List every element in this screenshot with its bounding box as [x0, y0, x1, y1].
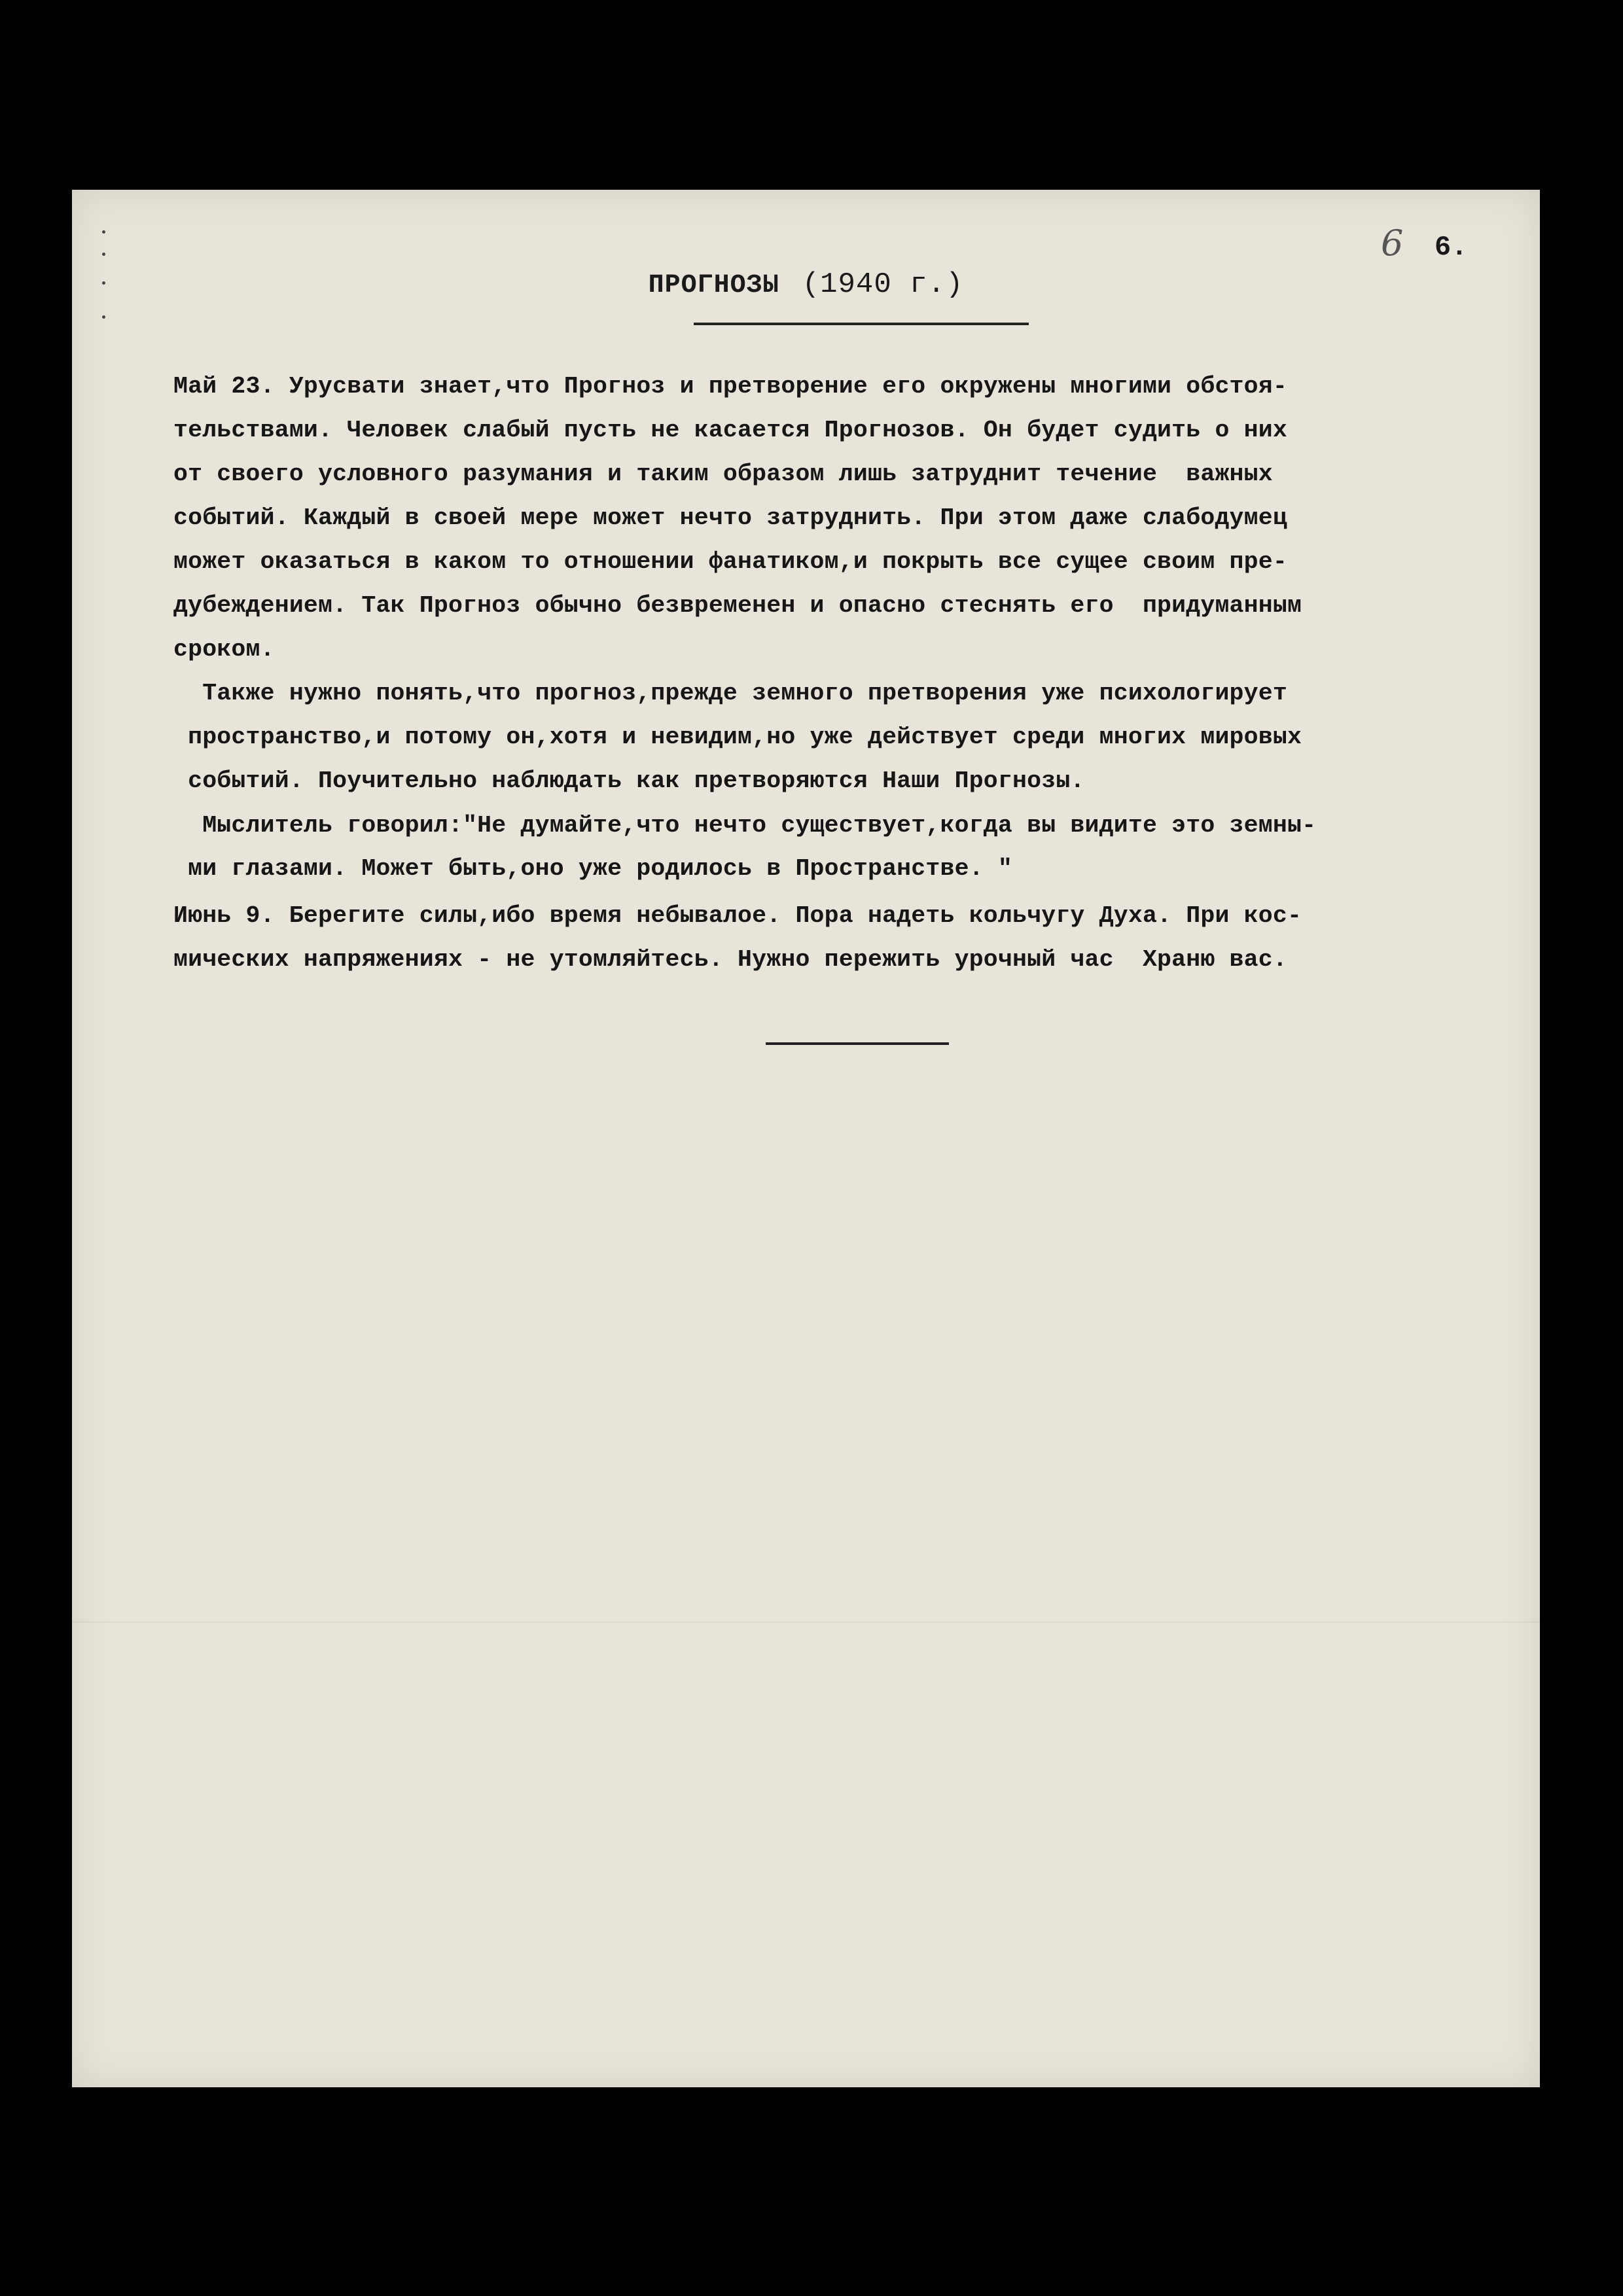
text-line: тельствами. Человек слабый пусть не касается Прогнозов. Он будет судить о них: [173, 417, 1287, 444]
title-underline: [694, 323, 1029, 325]
title-heading: ПРОГНОЗЫ: [648, 271, 779, 300]
text-line: может оказаться в каком то отношении фанатиком,и покрыть все сущее своим пре-: [173, 548, 1287, 575]
closing-rule: [766, 1042, 949, 1045]
title-year: (1940 г.): [802, 268, 964, 301]
text-line: мических напряжениях - не утомляйтесь. Нужно пережить урочный час Храню вас.: [173, 946, 1287, 973]
text-line: ми глазами. Может быть,оно уже родилось в Пространстве. ": [173, 855, 1013, 882]
text-line: Мыслитель говорил:"Не думайте,что нечто существует,когда вы видите это земны-: [173, 812, 1317, 839]
edge-mark: [102, 315, 105, 319]
text-line: от своего условного разумания и таким образом лишь затруднит течение важных: [173, 461, 1273, 487]
text-line: Июнь 9. Берегите силы,ибо время небывалое. Пора надеть кольчугу Духа. При кос-: [173, 902, 1302, 929]
handwritten-page-number: 6: [1381, 222, 1404, 264]
text-line: дубеждением. Так Прогноз обычно безвременен и опасно стеснять его придуманным: [173, 592, 1302, 619]
edge-mark: [102, 253, 105, 256]
text-line: пространство,и потому он,хотя и невидим,но уже действует среди многих мировых: [173, 724, 1302, 751]
text-line: событий. Поучительно наблюдать как претворяются Наши Прогнозы.: [173, 768, 1085, 794]
text-line: Также нужно понять,что прогноз,прежде земного претворения уже психологирует: [173, 680, 1287, 707]
text-line: сроком.: [173, 636, 275, 663]
page-title: [72, 268, 1540, 301]
document-page: [72, 190, 1540, 2087]
text-line: Май 23. Урусвати знает,что Прогноз и претворение его окружены многими обстоя-: [173, 373, 1287, 400]
text-line: событий. Каждый в своей мере может нечто затруднить. При этом даже слабодумец: [173, 504, 1287, 531]
typed-page-number: 6.: [1435, 232, 1468, 263]
paper-crease: [72, 1621, 1540, 1623]
edge-mark: [102, 230, 105, 234]
